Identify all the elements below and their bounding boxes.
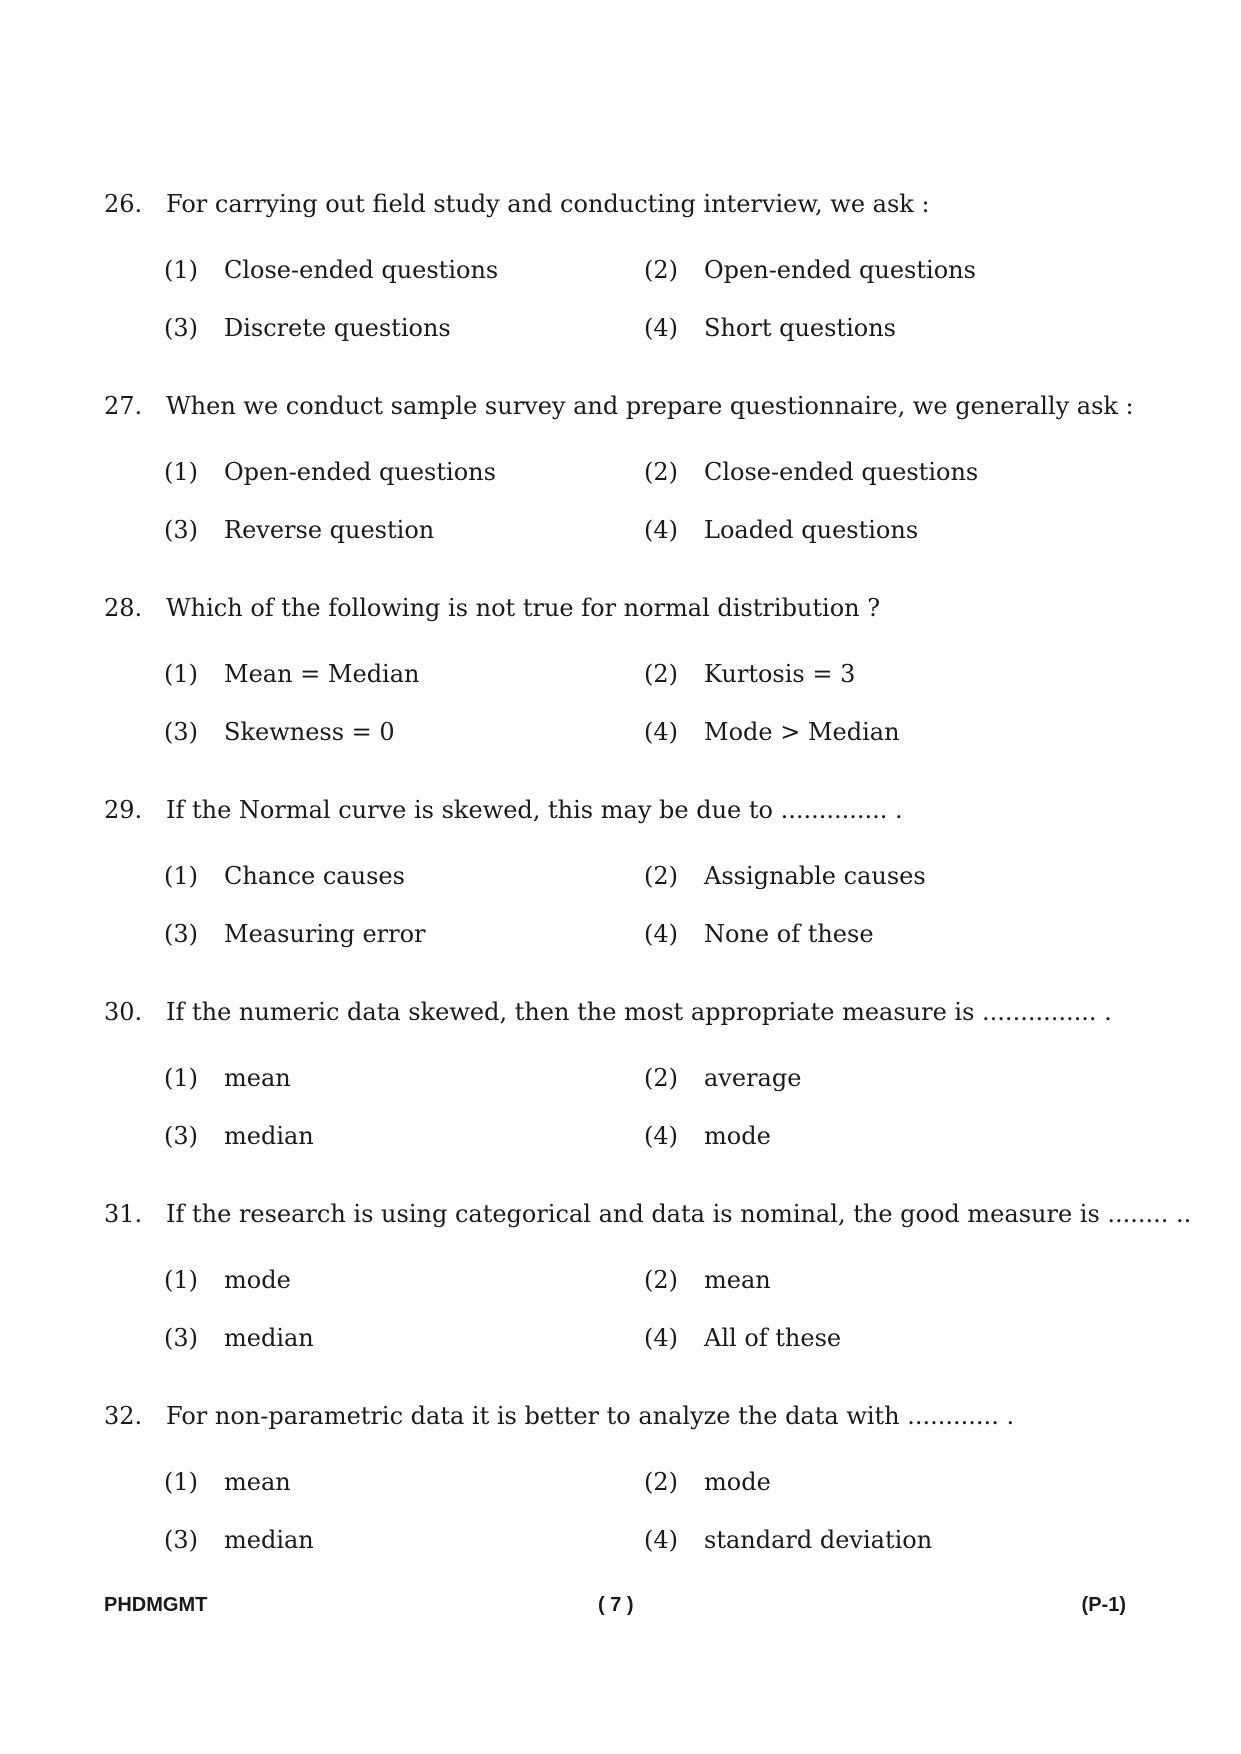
option-number: (2) <box>644 1266 678 1294</box>
option-number: (1) <box>164 1266 198 1294</box>
question-number: 29. <box>104 796 143 824</box>
question-27 <box>0 391 1241 581</box>
option-text: mean <box>224 1064 291 1092</box>
question-number: 31. <box>104 1200 143 1228</box>
option-text: Close-ended questions <box>704 458 979 486</box>
question-26 <box>0 189 1241 379</box>
question-text: If the Normal curve is skewed, this may be due to .............. . <box>166 796 903 824</box>
option-number: (4) <box>644 314 678 342</box>
option-text: Open-ended questions <box>704 256 976 284</box>
option-number: (1) <box>164 862 198 890</box>
option-number: (3) <box>164 1324 198 1352</box>
option-number: (2) <box>644 256 678 284</box>
option-number: (3) <box>164 718 198 746</box>
question-31 <box>0 1199 1241 1389</box>
option-number: (4) <box>644 1526 678 1554</box>
option-number: (4) <box>644 718 678 746</box>
question-30 <box>0 997 1241 1187</box>
option-text: mode <box>704 1468 771 1496</box>
option-number: (1) <box>164 458 198 486</box>
question-text: When we conduct sample survey and prepare questionnaire, we generally ask : <box>166 392 1134 420</box>
question-text: If the research is using categorical and data is nominal, the good measure is ........ .. <box>166 1200 1192 1228</box>
option-text: Discrete questions <box>224 314 451 342</box>
option-text: Close-ended questions <box>224 256 499 284</box>
option-number: (2) <box>644 862 678 890</box>
option-text: Kurtosis = 3 <box>704 660 856 688</box>
question-number: 28. <box>104 594 143 622</box>
option-number: (1) <box>164 256 198 284</box>
question-text: If the numeric data skewed, then the most appropriate measure is ............... . <box>166 998 1112 1026</box>
question-text: For carrying out field study and conducting interview, we ask : <box>166 190 930 218</box>
option-text: Chance causes <box>224 862 405 890</box>
footer-exam-code: PHDMGMT <box>104 1594 208 1616</box>
question-28 <box>0 593 1241 783</box>
option-number: (4) <box>644 516 678 544</box>
question-29 <box>0 795 1241 985</box>
question-number: 27. <box>104 392 143 420</box>
option-text: All of these <box>704 1324 842 1352</box>
option-text: median <box>224 1526 314 1554</box>
question-number: 30. <box>104 998 143 1026</box>
option-number: (1) <box>164 1064 198 1092</box>
option-number: (3) <box>164 314 198 342</box>
option-text: Measuring error <box>224 920 426 948</box>
footer-page-number: ( 7 ) <box>598 1594 634 1616</box>
option-number: (1) <box>164 1468 198 1496</box>
option-text: None of these <box>704 920 874 948</box>
option-text: Assignable causes <box>704 862 926 890</box>
option-text: Loaded questions <box>704 516 919 544</box>
option-number: (3) <box>164 516 198 544</box>
option-number: (3) <box>164 920 198 948</box>
footer-paper-code: (P-1) <box>1081 1594 1126 1616</box>
option-number: (3) <box>164 1526 198 1554</box>
question-32 <box>0 1401 1241 1591</box>
option-text: median <box>224 1324 314 1352</box>
option-number: (2) <box>644 1468 678 1496</box>
option-text: average <box>704 1064 802 1092</box>
question-number: 26. <box>104 190 143 218</box>
option-number: (2) <box>644 660 678 688</box>
option-text: standard deviation <box>704 1526 933 1554</box>
question-text: For non-parametric data it is better to analyze the data with ............ . <box>166 1402 1015 1430</box>
question-text: Which of the following is not true for normal distribution ? <box>166 594 881 622</box>
option-number: (2) <box>644 458 678 486</box>
option-number: (1) <box>164 660 198 688</box>
option-number: (4) <box>644 1122 678 1150</box>
option-text: Open-ended questions <box>224 458 496 486</box>
option-text: mean <box>224 1468 291 1496</box>
option-text: mode <box>224 1266 291 1294</box>
option-number: (2) <box>644 1064 678 1092</box>
option-text: mean <box>704 1266 771 1294</box>
option-text: Skewness = 0 <box>224 718 395 746</box>
option-text: median <box>224 1122 314 1150</box>
question-number: 32. <box>104 1402 143 1430</box>
option-text: Short questions <box>704 314 896 342</box>
option-number: (4) <box>644 1324 678 1352</box>
option-number: (4) <box>644 920 678 948</box>
option-text: mode <box>704 1122 771 1150</box>
option-text: Mean = Median <box>224 660 420 688</box>
option-text: Mode > Median <box>704 718 900 746</box>
option-text: Reverse question <box>224 516 435 544</box>
option-number: (3) <box>164 1122 198 1150</box>
